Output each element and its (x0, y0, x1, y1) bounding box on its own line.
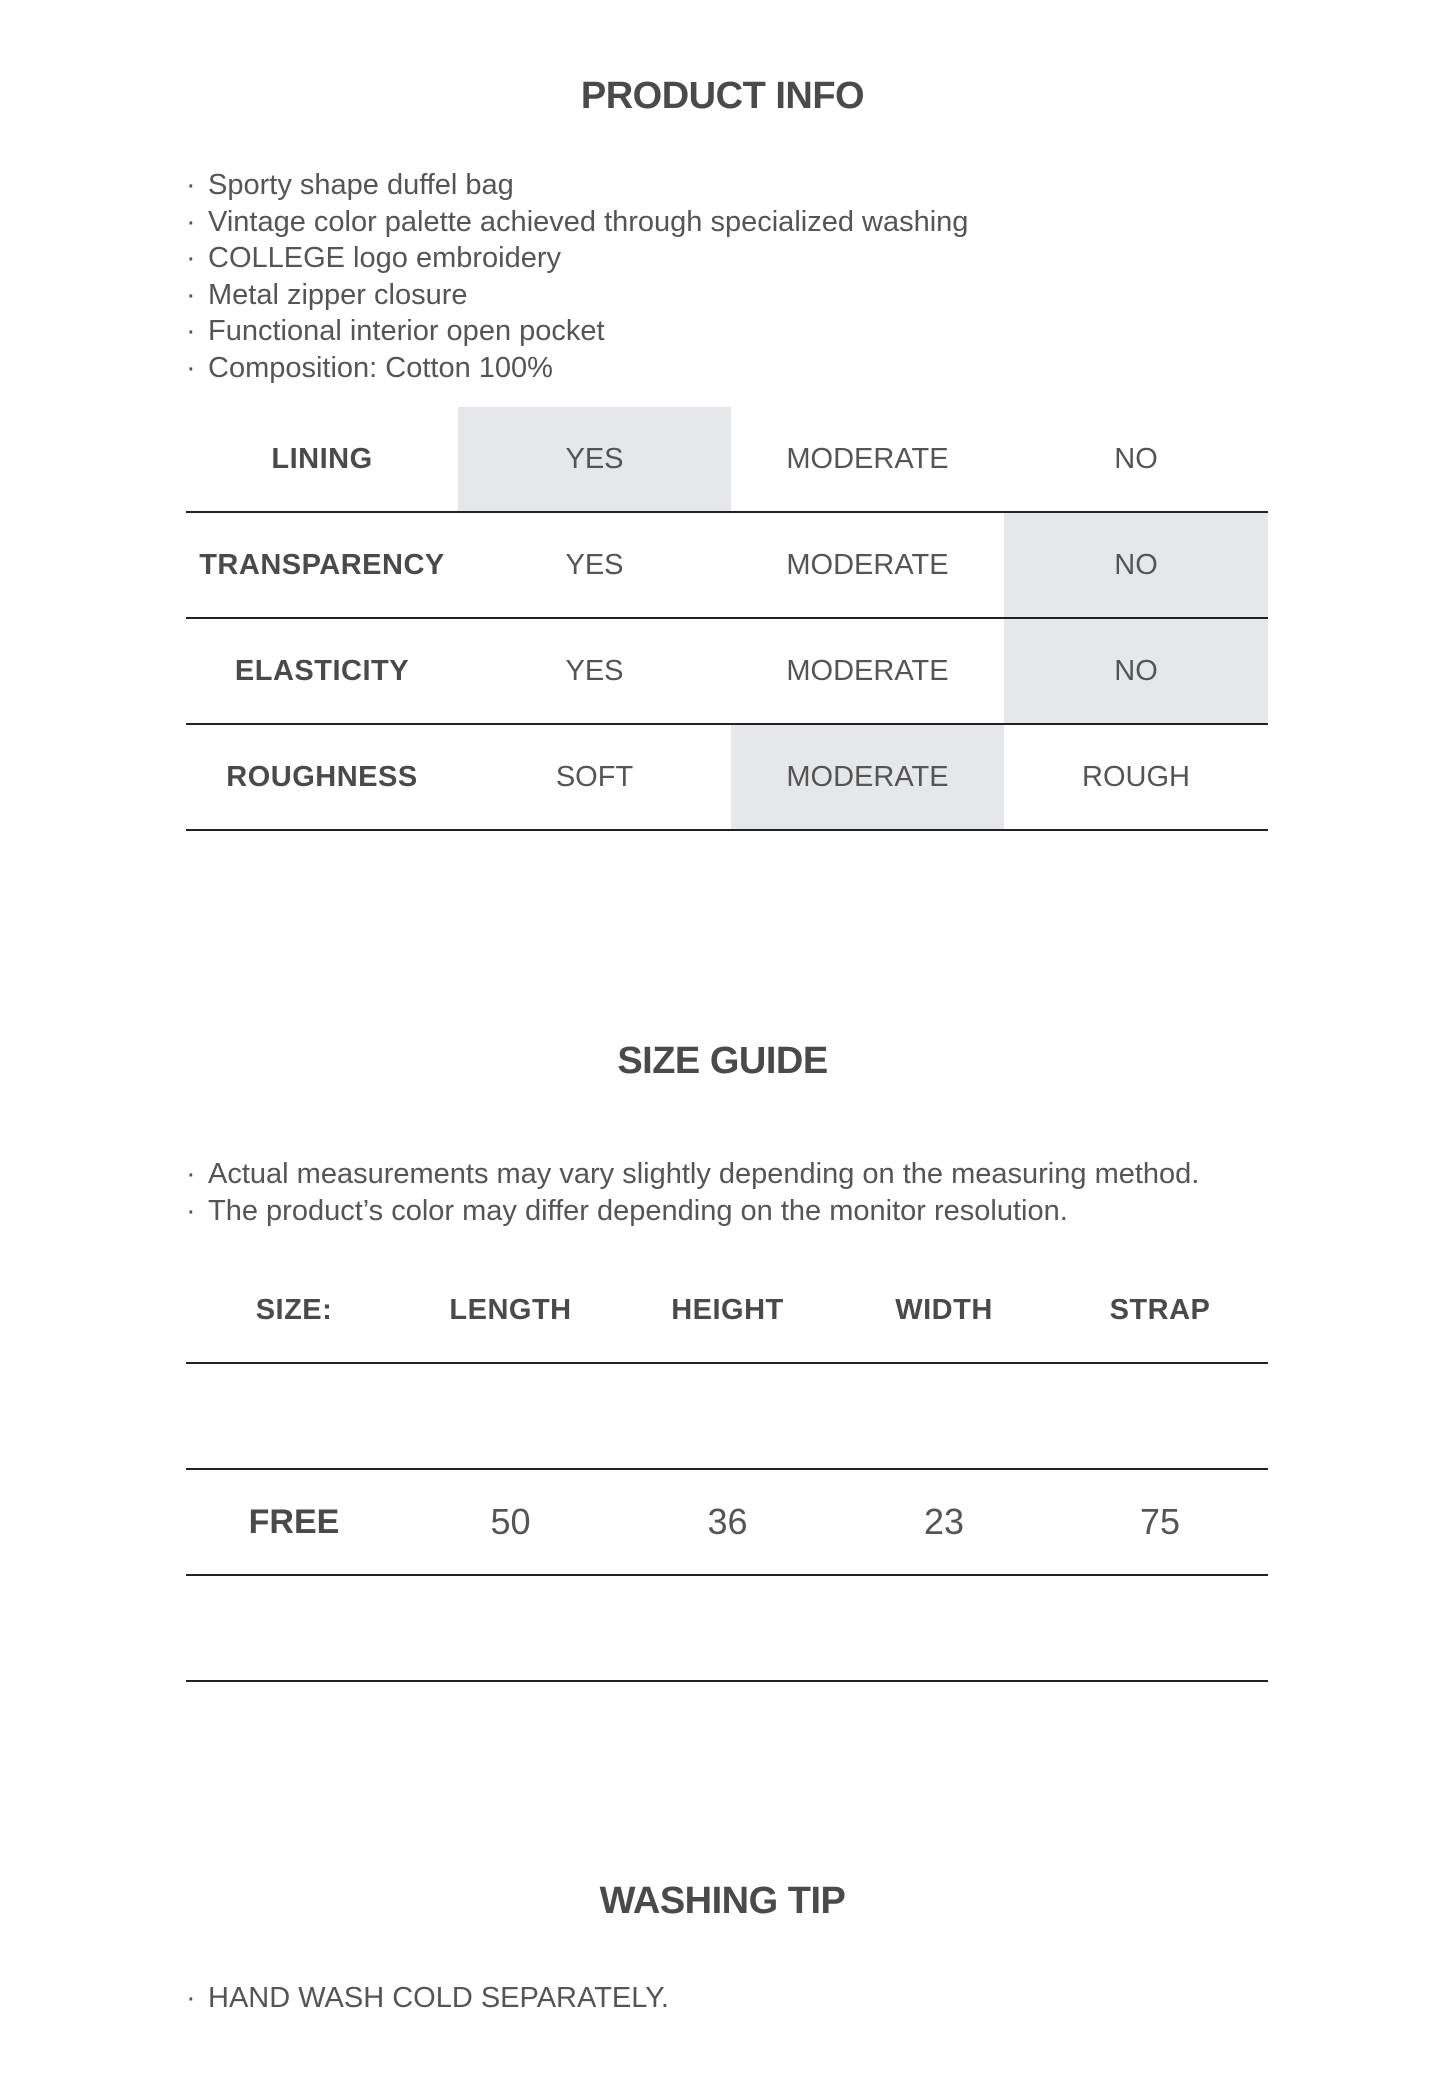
attribute-option: MODERATE (731, 618, 1004, 724)
attribute-table (186, 407, 1268, 831)
table-row (186, 1469, 1268, 1575)
size-value-cell (836, 1363, 1052, 1469)
attribute-row-lining (186, 407, 1268, 512)
attribute-option-selected: YES (458, 407, 731, 512)
list-item: · COLLEGE logo embroidery (186, 240, 968, 277)
attribute-option: ROUGH (1004, 724, 1268, 830)
attribute-label: ROUGHNESS (186, 724, 458, 830)
size-guide-title: SIZE GUIDE (617, 1040, 828, 1082)
size-guide-bullets (186, 1156, 1199, 1229)
washing-tip-title: WASHING TIP (599, 1880, 846, 1922)
attribute-row-roughness (186, 724, 1268, 830)
attribute-row-transparency (186, 512, 1268, 618)
attribute-option-selected: NO (1004, 512, 1268, 618)
size-value-cell (402, 1575, 619, 1681)
attribute-label: TRANSPARENCY (186, 512, 458, 618)
attribute-label: LINING (186, 407, 458, 512)
list-item: · Sporty shape duffel bag (186, 167, 968, 204)
table-row (186, 1575, 1268, 1681)
product-info-title: PRODUCT INFO (580, 75, 865, 117)
attribute-label: ELASTICITY (186, 618, 458, 724)
attribute-option: SOFT (458, 724, 731, 830)
attribute-option: NO (1004, 407, 1268, 512)
list-item: · Actual measurements may vary slightly depending on the measuring method. (186, 1156, 1199, 1193)
washing-tip-bullets (186, 1980, 669, 2017)
size-value-cell (619, 1363, 836, 1469)
size-value-cell: 50 (402, 1469, 619, 1575)
list-item: · Metal zipper closure (186, 277, 968, 314)
attribute-option-selected: MODERATE (731, 724, 1004, 830)
list-item: · Vintage color palette achieved through specialized washing (186, 204, 968, 241)
size-table (186, 1258, 1268, 1682)
size-value-cell (836, 1575, 1052, 1681)
size-name-cell (186, 1575, 402, 1681)
size-header-width: WIDTH (836, 1258, 1052, 1363)
attribute-option: YES (458, 618, 731, 724)
attribute-option: YES (458, 512, 731, 618)
size-name-cell: FREE (186, 1469, 402, 1575)
size-value-cell: 23 (836, 1469, 1052, 1575)
product-info-bullets (186, 167, 968, 386)
size-header-height: HEIGHT (619, 1258, 836, 1363)
attribute-option: MODERATE (731, 407, 1004, 512)
attribute-option-selected: NO (1004, 618, 1268, 724)
list-item: · Composition: Cotton 100% (186, 350, 968, 387)
table-row (186, 1363, 1268, 1469)
attribute-row-elasticity (186, 618, 1268, 724)
list-item: · The product’s color may differ depending on the monitor resolution. (186, 1193, 1199, 1230)
list-item: · HAND WASH COLD SEPARATELY. (186, 1980, 669, 2017)
size-value-cell (1052, 1363, 1268, 1469)
size-value-cell: 75 (1052, 1469, 1268, 1575)
size-value-cell (1052, 1575, 1268, 1681)
list-item: · Functional interior open pocket (186, 313, 968, 350)
size-table-header-row (186, 1258, 1268, 1363)
size-value-cell: 36 (619, 1469, 836, 1575)
size-value-cell (619, 1575, 836, 1681)
size-value-cell (402, 1363, 619, 1469)
size-header-strap: STRAP (1052, 1258, 1268, 1363)
size-header-length: LENGTH (402, 1258, 619, 1363)
size-header-size: SIZE: (186, 1258, 402, 1363)
attribute-option: MODERATE (731, 512, 1004, 618)
size-name-cell (186, 1363, 402, 1469)
